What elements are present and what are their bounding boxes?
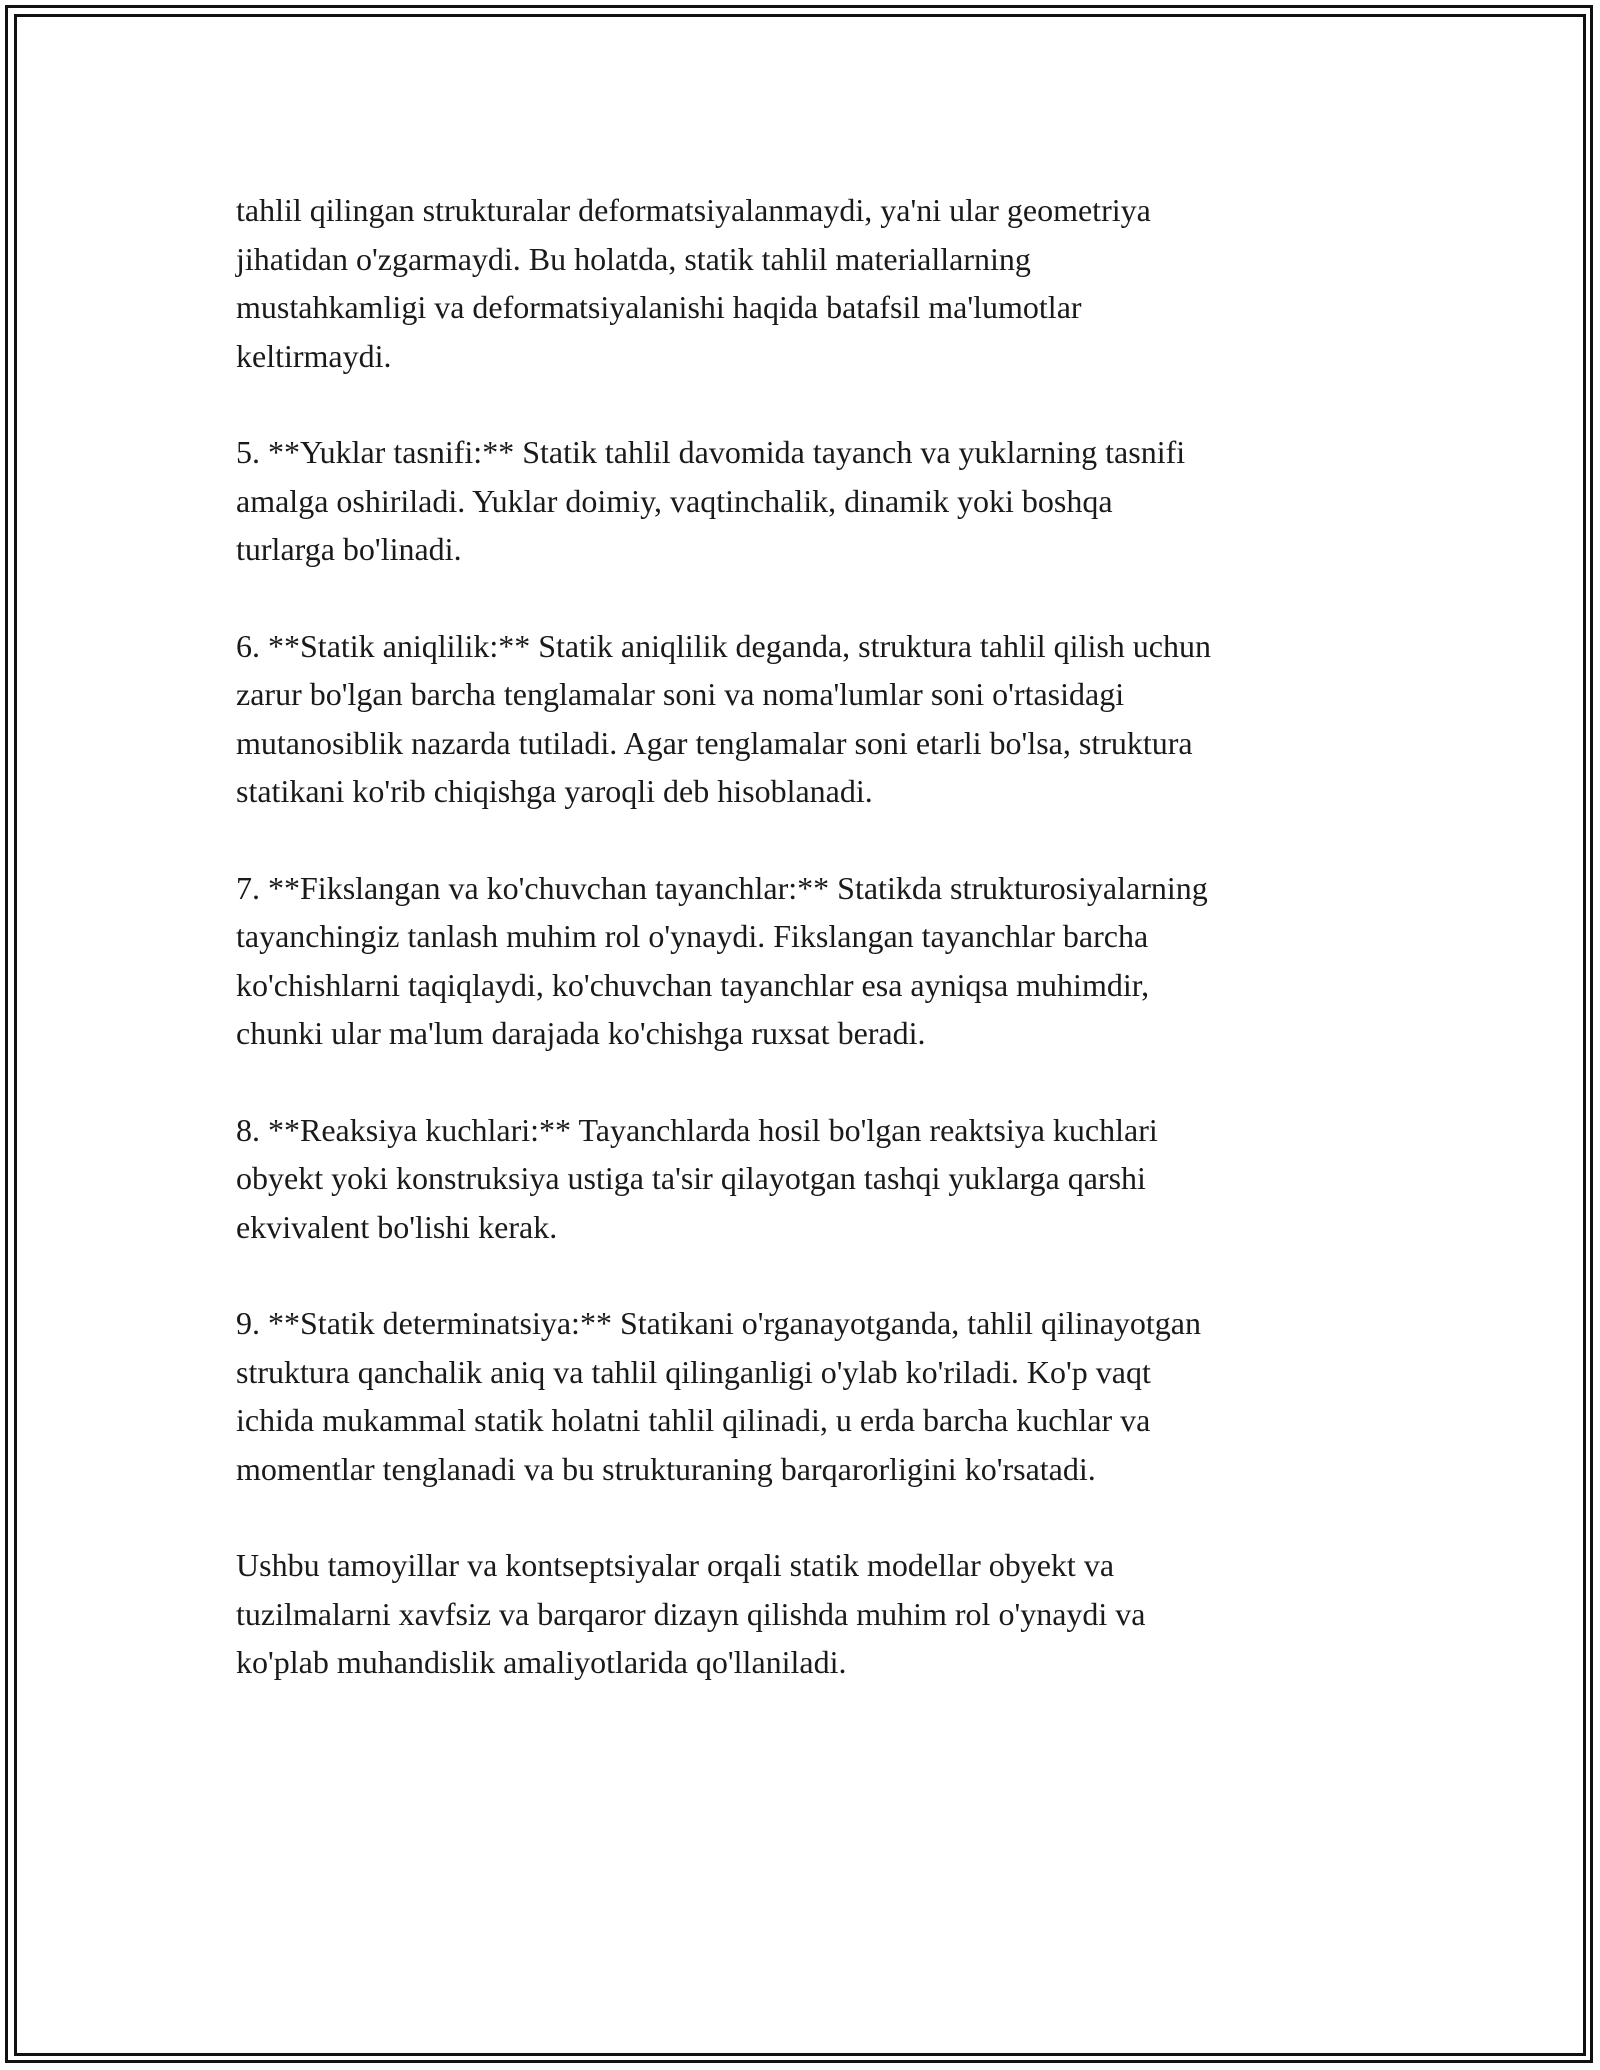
paragraph-item-5: 5. **Yuklar tasnifi:** Statik tahlil davomida tayanch va yuklarning tasnifi amalga oshiriladi. Yuklar doimiy, vaqtinchalik, dinamik yoki boshqa turlarga bo'linadi.	[236, 434, 1186, 567]
paragraph-item-9: 9. **Statik determinatsiya:** Statikani o'rganayotganda, tahlil qilinayotgan struktura qanchalik aniq va tahlil qilinganligi o'ylab ko'riladi. Ko'p vaqt ichida mukammal statik holatni tahlil qilinadi, u erda barcha kuchlar va momentlar tenglanadi va bu strukturaning barqarorligini ko'rsatadi.	[236, 1305, 1201, 1487]
paragraph-item-8: 8. **Reaksiya kuchlari:** Tayanchlarda hosil bo'lgan reaktsiya kuchlari obyekt yoki konstruksiya ustiga ta'sir qilayotgan tashqi yuklarga qarshi ekvivalent bo'lishi kerak.	[236, 1111, 1158, 1245]
paragraph-item-6: 6. **Statik aniqlilik:** Statik aniqlilik deganda, struktura tahlil qilish uchun zarur bo'lgan barcha tenglamalar soni va noma'lumlar soni o'rtasidagi mutanosiblik nazarda tutiladi. Agar tenglamalar soni etarli bo'lsa, struktura statikani ko'rib chiqishga yaroqli deb hisoblanadi.	[236, 627, 1211, 809]
paragraph-item-7: 7. **Fikslangan va ko'chuvchan tayanchlar:** Statikda strukturosiyalarning tayanchingiz tanlash muhim rol o'ynaydi. Fikslangan tayanchlar barcha ko'chishlarni taqiqlaydi, ko'chuvchan tayanchlar esa ayniqsa muhimdir, chunki ular ma'lum darajada ko'chishga ruxsat beradi.	[236, 869, 1208, 1051]
paragraph-conclusion: Ushbu tamoyillar va kontseptsiyalar orqali statik modellar obyekt va tuzilmalarni xavfsiz va barqaror dizayn qilishda muhim rol o'ynaydi va ko'plab muhandislik amaliyotlarida qo'llaniladi.	[236, 1547, 1146, 1680]
paragraph-intro-continuation: tahlil qilingan strukturalar deformatsiyalanmaydi, ya'ni ular geometriya jihatidan o'zgarmaydi. Bu holatda, statik tahlil materiallarning mustahkamligi va deformatsiyalanishi haqida batafsil ma'lumotlar keltirmaydi.	[236, 192, 1151, 374]
document-body	[236, 186, 1376, 1687]
